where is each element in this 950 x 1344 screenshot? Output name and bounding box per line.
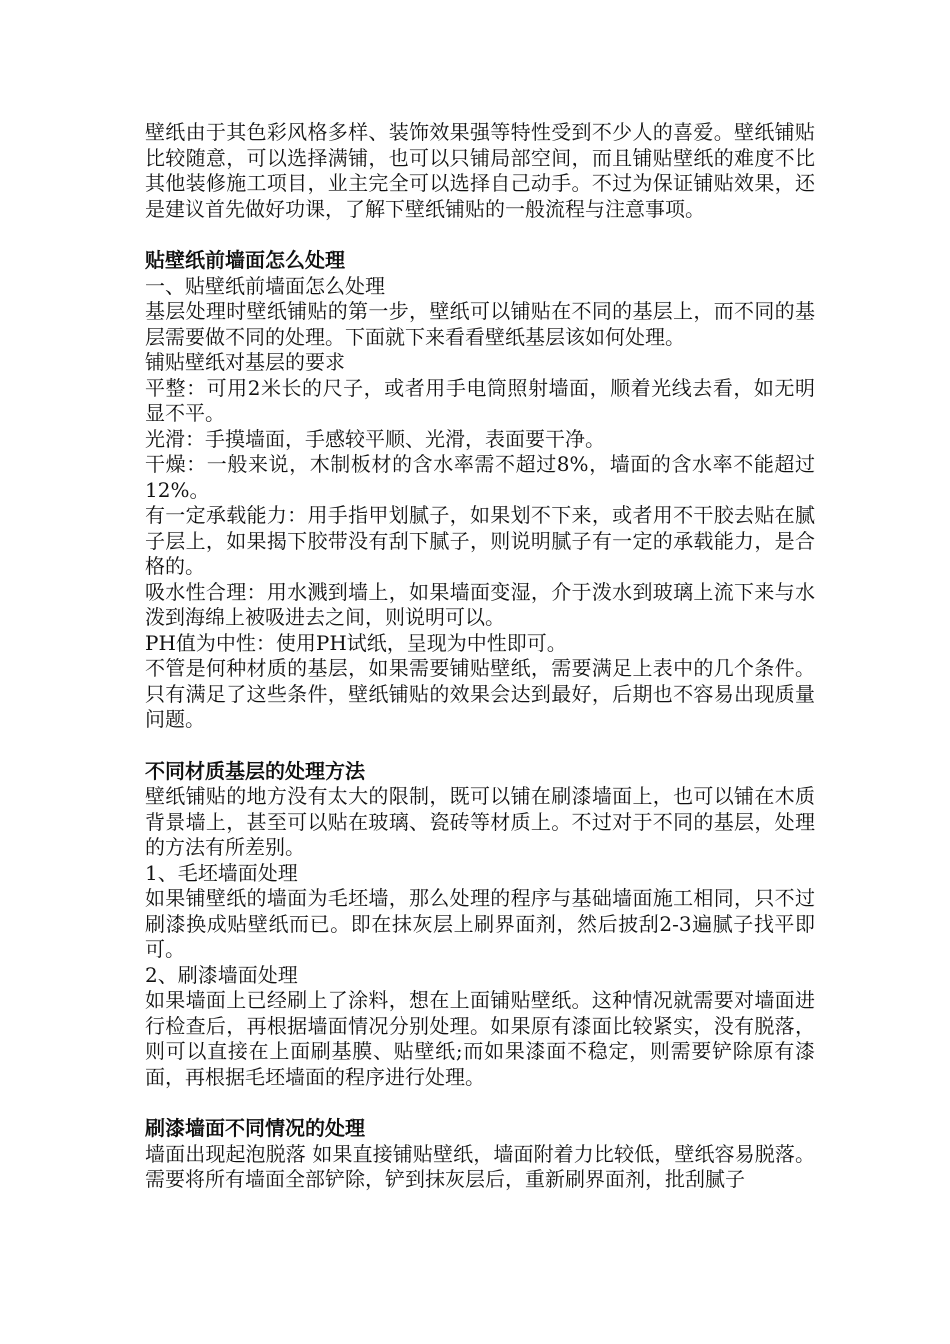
paragraph: 吸水性合理：用水溅到墙上，如果墙面变湿，介于泼水到玻璃上流下来与水泼到海绵上被吸进去之间，则说明可以。 [145, 579, 815, 629]
paragraph: 平整：可用2米长的尺子，或者用手电筒照射墙面，顺着光线去看，如无明显不平。 [145, 375, 815, 425]
paragraph: 壁纸铺贴的地方没有太大的限制，既可以铺在刷漆墙面上，也可以铺在木质背景墙上，甚至可以贴在玻璃、瓷砖等材质上。不过对于不同的基层，处理的方法有所差别。 [145, 784, 815, 859]
paragraph: PH值为中性：使用PH试纸，呈现为中性即可。 [145, 630, 567, 655]
section-heading-painted-walls: 刷漆墙面不同情况的处理 [145, 1116, 365, 1140]
paragraph: 光滑：手摸墙面，手感较平顺、光滑，表面要干净。 [145, 426, 605, 451]
document-page [145, 120, 815, 1193]
paragraph: 2、刷漆墙面处理 [145, 962, 298, 987]
section-gap [145, 1090, 815, 1116]
section-heading-base-materials: 不同材质基层的处理方法 [145, 758, 365, 783]
paragraph: 不管是何种材质的基层，如果需要铺贴壁纸，需要满足上表中的几个条件。只有满足了这些条件，壁纸铺贴的效果会达到最好，后期也不容易出现质量问题。 [145, 656, 815, 731]
paragraph: 干燥：一般来说，木制板材的含水率需不超过8%，墙面的含水率不能超过12%。 [145, 452, 815, 502]
paragraph: 如果墙面上已经刷上了涂料，想在上面铺贴壁纸。这种情况就需要对墙面进行检查后，再根据墙面情况分别处理。如果原有漆面比较紧实，没有脱落，则可以直接在上面刷基膜、贴壁纸;而如果漆面不稳定，则需要铲除原有漆面，再根据毛坯墙面的程序进行处理。 [145, 988, 815, 1089]
section-gap [145, 222, 815, 248]
paragraph: 如果铺壁纸的墙面为毛坯墙，那么处理的程序与基础墙面施工相同，只不过刷漆换成贴壁纸而已。即在抹灰层上刷界面剂，然后披刮2-3遍腻子找平即可。 [145, 886, 815, 961]
paragraph: 铺贴壁纸对基层的要求 [145, 350, 345, 374]
section-gap [145, 733, 815, 759]
paragraph: 有一定承载能力：用手指甲划腻子，如果划不下来，或者用不干胶去贴在腻子层上，如果揭下胶带没有刮下腻子，则说明腻子有一定的承载能力，是合格的。 [145, 503, 815, 578]
paragraph: 基层处理时壁纸铺贴的第一步，壁纸可以铺贴在不同的基层上，而不同的基层需要做不同的处理。下面就下来看看壁纸基层该如何处理。 [145, 299, 815, 349]
section-heading-wall-prep: 贴壁纸前墙面怎么处理 [145, 248, 345, 272]
section-subheading: 一、贴壁纸前墙面怎么处理 [145, 273, 385, 298]
paragraph: 墙面出现起泡脱落 如果直接铺贴壁纸，墙面附着力比较低，壁纸容易脱落。需要将所有墙面全部铲除，铲到抹灰层后，重新刷界面剂，批刮腻子 [145, 1141, 815, 1191]
intro-paragraph: 壁纸由于其色彩风格多样、装饰效果强等特性受到不少人的喜爱。壁纸铺贴比较随意，可以选择满铺，也可以只铺局部空间，而且铺贴壁纸的难度不比其他装修施工项目，业主完全可以选择自己动手。不过为保证铺贴效果，还是建议首先做好功课，了解下壁纸铺贴的一般流程与注意事项。 [145, 120, 815, 221]
paragraph: 1、毛坯墙面处理 [145, 860, 298, 885]
